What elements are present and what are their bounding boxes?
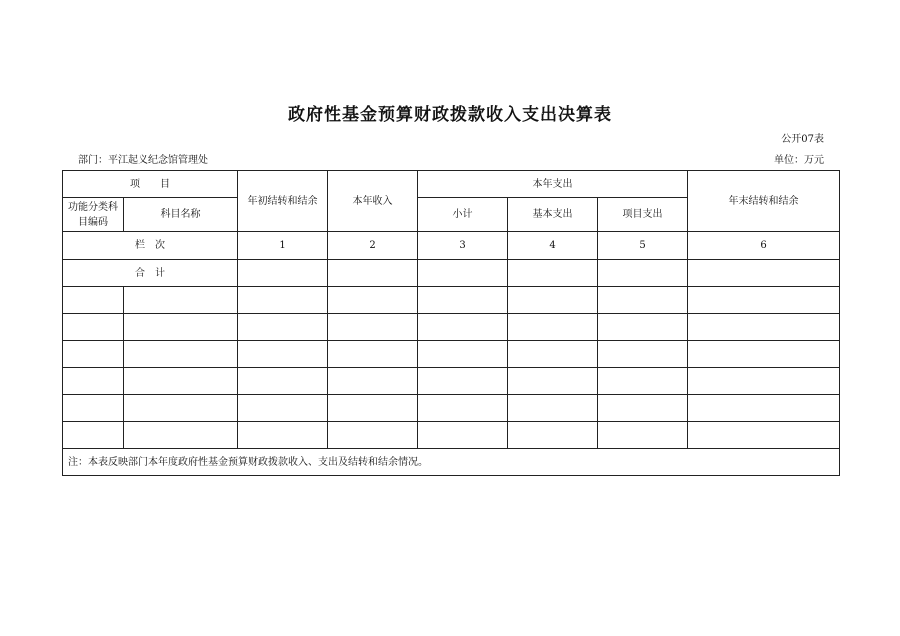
table-row — [63, 368, 840, 395]
table-cell — [238, 341, 328, 368]
col-number: 5 — [598, 232, 688, 260]
budget-table — [62, 170, 840, 476]
table-cell — [508, 287, 598, 314]
table-cell — [418, 422, 508, 449]
table-row — [63, 314, 840, 341]
total-label: 合 计 — [63, 260, 238, 287]
table-cell — [124, 368, 238, 395]
table-cell — [598, 368, 688, 395]
table-cell — [238, 395, 328, 422]
table-cell — [688, 314, 840, 341]
header-project: 项目支出 — [598, 198, 688, 232]
table-cell — [124, 395, 238, 422]
header-basic: 基本支出 — [508, 198, 598, 232]
table-cell — [124, 287, 238, 314]
table-cell — [418, 260, 508, 287]
table-cell — [688, 341, 840, 368]
table-cell — [598, 341, 688, 368]
header-item: 项 目 — [63, 171, 238, 198]
table-cell — [124, 422, 238, 449]
table-cell — [418, 314, 508, 341]
table-cell — [418, 287, 508, 314]
table-cell — [688, 422, 840, 449]
col-number: 6 — [688, 232, 840, 260]
department-label: 部门：平江起义纪念馆管理处 — [78, 155, 208, 166]
table-cell — [124, 341, 238, 368]
table-cell — [238, 314, 328, 341]
table-cell — [328, 287, 418, 314]
header-end-balance: 年末结转和结余 — [688, 171, 840, 232]
table-cell — [238, 260, 328, 287]
table-cell — [328, 368, 418, 395]
table-cell — [688, 260, 840, 287]
table-cell — [598, 260, 688, 287]
table-cell — [328, 314, 418, 341]
table-cell — [598, 395, 688, 422]
page-title: 政府性基金预算财政拨款收入支出决算表 — [288, 105, 612, 125]
column-label: 栏 次 — [63, 232, 238, 260]
table-cell — [63, 314, 124, 341]
table-cell — [328, 395, 418, 422]
table-cell — [508, 260, 598, 287]
table-cell — [328, 422, 418, 449]
table-cell — [238, 287, 328, 314]
table-cell — [508, 314, 598, 341]
table-cell — [598, 314, 688, 341]
table-cell — [63, 287, 124, 314]
header-income: 本年收入 — [328, 171, 418, 232]
table-row — [63, 341, 840, 368]
header-func-code-text: 功能分类科目编码 — [68, 201, 118, 228]
table-cell — [418, 341, 508, 368]
table-cell — [63, 422, 124, 449]
col-number: 1 — [238, 232, 328, 260]
header-subject-name: 科目名称 — [124, 198, 238, 232]
form-number: 公开07表 — [781, 134, 824, 145]
table-cell — [508, 422, 598, 449]
table-row — [63, 395, 840, 422]
unit-label: 单位：万元 — [774, 155, 824, 166]
table-cell — [418, 395, 508, 422]
table-cell — [508, 341, 598, 368]
table-cell — [124, 314, 238, 341]
col-number: 4 — [508, 232, 598, 260]
header-subtotal: 小计 — [418, 198, 508, 232]
table-cell — [418, 368, 508, 395]
table-cell — [63, 341, 124, 368]
table-cell — [508, 395, 598, 422]
table-row — [63, 287, 840, 314]
table-row — [63, 422, 840, 449]
header-begin-balance-text: 年初结转和结余 — [247, 195, 318, 207]
table-cell — [688, 287, 840, 314]
col-number: 3 — [418, 232, 508, 260]
header-func-code — [63, 198, 124, 232]
table-cell — [238, 368, 328, 395]
header-begin-balance — [238, 171, 328, 232]
table-cell — [63, 395, 124, 422]
table-cell — [508, 368, 598, 395]
table-cell — [688, 395, 840, 422]
table-cell — [328, 341, 418, 368]
table-cell — [598, 422, 688, 449]
table-cell — [688, 368, 840, 395]
table-cell — [238, 422, 328, 449]
table-cell — [328, 260, 418, 287]
table-cell — [598, 287, 688, 314]
table-cell — [63, 368, 124, 395]
col-number: 2 — [328, 232, 418, 260]
header-expense: 本年支出 — [418, 171, 688, 198]
table-note: 注：本表反映部门本年度政府性基金预算财政拨款收入、支出及结转和结余情况。 — [63, 449, 840, 476]
